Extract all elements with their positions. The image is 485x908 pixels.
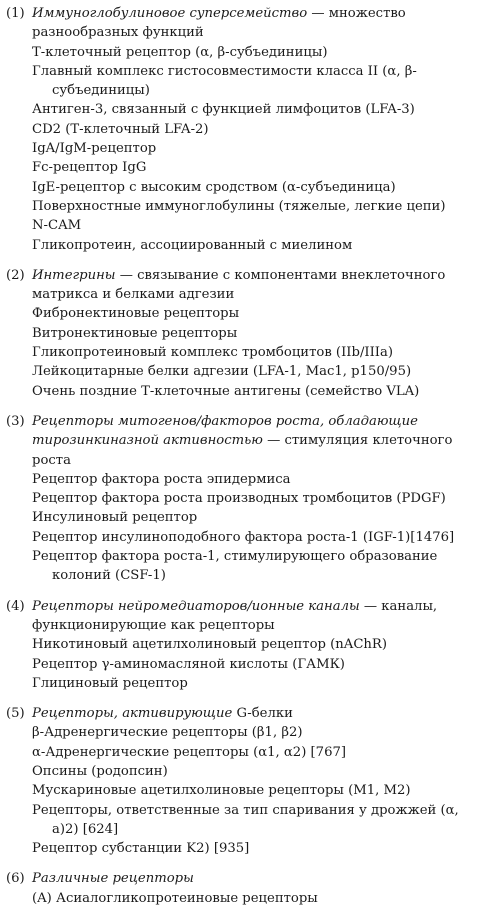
list-item: Опсины (родопсин) (32, 763, 168, 779)
section-items (6, 635, 475, 693)
section-number: (5) (6, 706, 25, 722)
list-item: Fc-рецептор IgG (32, 160, 147, 176)
list-item: N-CAM (32, 218, 82, 234)
list-item: Инсулиновый рецептор (32, 510, 198, 526)
section-title-rest: — множество разнообразных функций (32, 6, 406, 41)
list-item: Рецептор инсулиноподобного фактора роста-1 (IGF-1)[1476] (32, 529, 455, 545)
section-number: (4) (6, 598, 25, 614)
section-1 (6, 4, 475, 255)
list-item: CD2 (Т-клеточный LFA-2) (32, 121, 209, 137)
section-title-italic: Рецепторы митогенов/факторов роста, обладающие тирозинкиназной активностью (32, 413, 418, 449)
section-title-rest: G-белки (232, 706, 293, 722)
section-title (32, 597, 475, 636)
section-heading (6, 266, 475, 305)
section-number: (3) (6, 413, 25, 429)
section-title-rest: — стимуляция клеточного роста (32, 433, 453, 468)
section-title-rest: — связывание с компонентами внеклеточного матрикса и белками адгезии (32, 267, 446, 303)
section-2 (6, 266, 475, 401)
section-title (32, 412, 475, 470)
section-items (6, 723, 475, 858)
list-item: Антиген-3, связанный с функцией лимфоцитов (LFA-3) (32, 102, 415, 118)
list-item: Поверхностные иммуноглобулины (тяжелые, легкие цепи) (32, 198, 446, 214)
section-title-rest: — каналы, функционирующие как рецепторы (32, 598, 438, 633)
section-title (32, 266, 475, 305)
section-heading (6, 597, 475, 636)
section-4 (6, 597, 475, 693)
section-title-italic: Различные рецепторы (32, 871, 194, 887)
section-items (6, 889, 475, 908)
section-heading (6, 4, 475, 43)
section-6 (6, 869, 475, 908)
list-item: Главный комплекс гистосовместимости класса II (α, β-субъединицы) (32, 63, 417, 99)
section-heading (6, 412, 475, 470)
section-title-italic: Интегрины (32, 267, 116, 283)
section-title-italic: Иммуноглобулиновое суперсемейство (32, 6, 308, 21)
section-items (6, 43, 475, 255)
section-items (6, 304, 475, 400)
list-item: Гликопротеиновый комплекс тромбоцитов (IIb/IIIa) (32, 345, 394, 361)
section-items (6, 470, 475, 586)
section-title-italic: Рецепторы, активирующие (32, 706, 233, 722)
list-item: Рецептор γ-аминомасляной кислоты (ГАМК) (32, 656, 345, 672)
list-item: Рецептор субстанции K2) [935] (32, 841, 250, 857)
list-item: IgE-рецептор с высоким сродством (α-субъединица) (32, 179, 396, 195)
list-item: Очень поздние Т-клеточные антигены (семейство VLA) (32, 383, 420, 399)
list-item: Т-клеточный рецептор (α, β-субъединицы) (32, 44, 328, 60)
list-item: β-Адренергические рецепторы (β1, β2) (32, 725, 303, 741)
section-number: (6) (6, 871, 25, 887)
list-item: (A) Асиалогликопротеиновые рецепторы (32, 890, 318, 906)
section-number: (2) (6, 267, 25, 283)
section-5 (6, 704, 475, 858)
list-item: Гликопротеин, ассоциированный с миелином (32, 237, 353, 253)
section-heading (6, 869, 475, 888)
list-item: Витронектиновые рецепторы (32, 325, 238, 341)
list-item: α-Адренергические рецепторы (α1, α2) [767] (32, 744, 346, 760)
list-item: Рецептор фактора роста эпидермиса (32, 471, 291, 487)
list-item: Глициновый рецептор (32, 675, 188, 691)
list-item: Рецепторы, ответственные за тип спаривания у дрожжей (α, a)2) [624] (32, 802, 459, 837)
list-item: Рецептор фактора роста-1, стимулирующего образование колоний (CSF-1) (32, 549, 438, 584)
section-number: (1) (6, 6, 25, 21)
list-item: Лейкоцитарные белки адгезии (LFA-1, Mac1, p150/95) (32, 364, 412, 380)
section-title (32, 869, 475, 888)
list-item: Фибронектиновые рецепторы (32, 306, 240, 322)
list-item: IgA/IgM-рецептор (32, 141, 157, 157)
section-heading (6, 704, 475, 723)
list-item: Никотиновый ацетилхолиновый рецептор (nAChR) (32, 637, 387, 653)
list-item: Рецептор фактора роста производных тромбоцитов (PDGF) (32, 491, 446, 507)
section-title-italic: Рецепторы нейромедиаторов/ионные каналы (32, 598, 360, 614)
section-title (32, 704, 475, 723)
list-item: Мускариновые ацетилхолиновые рецепторы (M1, M2) (32, 783, 411, 799)
section-title (32, 4, 475, 43)
section-3 (6, 412, 475, 586)
